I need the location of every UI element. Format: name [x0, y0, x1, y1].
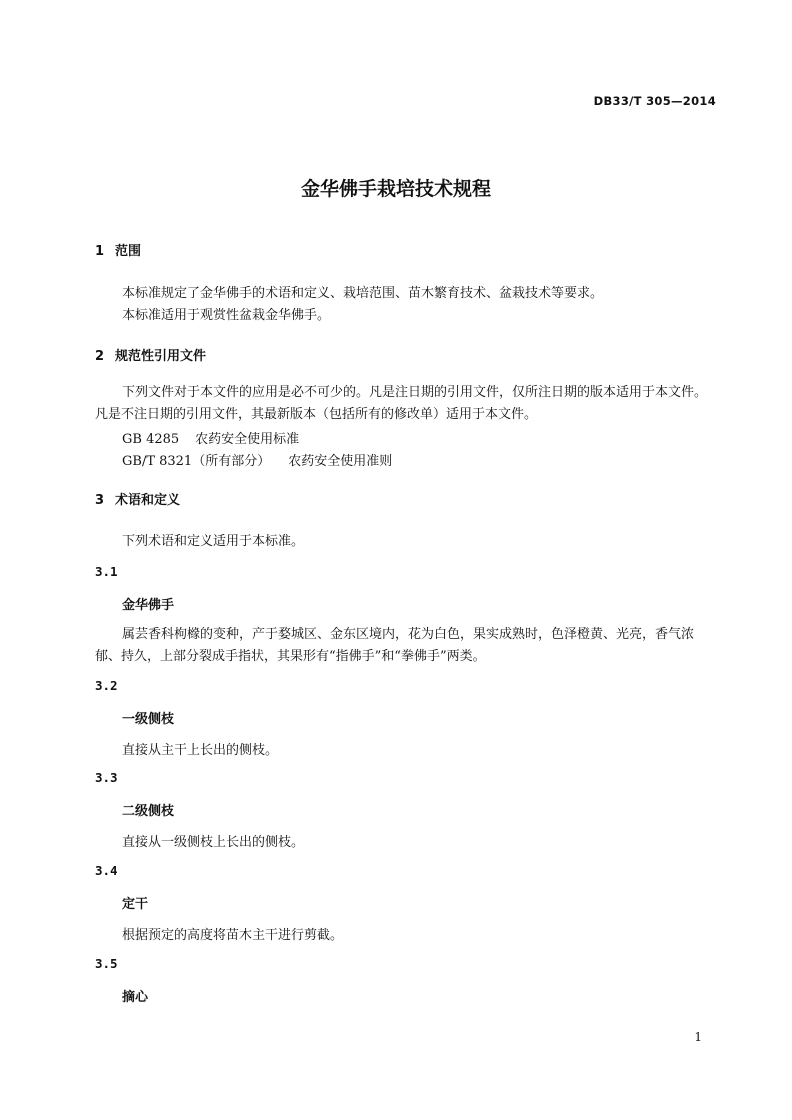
section-3-paragraph: 下列术语和定义适用于本标准。 — [122, 534, 305, 549]
section-number: 1 — [95, 244, 105, 259]
term-number: 3.1 — [95, 564, 118, 579]
term-name: 二级侧枝 — [122, 804, 175, 819]
term-number: 3.4 — [95, 863, 118, 878]
term-number: 3.2 — [95, 678, 118, 693]
section-title: 规范性引用文件 — [115, 349, 207, 364]
section-1-paragraph-2: 本标准适用于观赏性盆栽金华佛手。 — [122, 308, 331, 323]
section-3-heading — [95, 489, 180, 508]
section-2-paragraph: 下列文件对于本文件的应用是必不可少的。凡是注日期的引用文件，仅所注日期的版本适用于本文件。凡是不注日期的引用文件，其最新版本（包括所有的修改单）适用于本文件。 — [95, 385, 708, 422]
reference-item — [122, 428, 299, 447]
term-definition: 直接从主干上长出的侧枝。 — [122, 743, 279, 758]
section-1-paragraph-1: 本标准规定了金华佛手的术语和定义、栽培范围、苗木繁育技术、盆栽技术等要求。 — [122, 286, 604, 301]
section-2-heading — [95, 345, 206, 364]
reference-name: 农药安全使用标准 — [195, 432, 300, 447]
term-name: 摘心 — [122, 990, 149, 1005]
section-title: 术语和定义 — [115, 493, 181, 508]
section-1-heading — [95, 240, 141, 259]
reference-name: 农药安全使用准则 — [288, 454, 393, 469]
page-number: 1 — [694, 1030, 702, 1044]
reference-code: GB/T 8321（所有部分） — [122, 454, 271, 469]
reference-item — [122, 450, 392, 469]
document-title: 金华佛手栽培技术规程 — [300, 178, 491, 200]
term-name: 定干 — [122, 897, 149, 912]
term-name: 金华佛手 — [122, 598, 175, 613]
reference-code: GB 4285 — [122, 432, 180, 447]
term-name: 一级侧枝 — [122, 712, 175, 727]
term-definition: 根据预定的高度将苗木主干进行剪截。 — [122, 928, 344, 943]
term-definition: 直接从一级侧枝上长出的侧枝。 — [122, 835, 305, 850]
section-title: 范围 — [115, 244, 142, 259]
term-definition: 属芸香科枸橼的变种，产于婺城区、金东区境内，花为白色，果实成熟时，色泽橙黄、光亮，香气浓郁、持久，上部分裂成手指状，其果形有“指佛手”和“拳佛手”两类。 — [95, 627, 695, 664]
term-number: 3.3 — [95, 770, 118, 785]
section-number: 3 — [95, 493, 105, 508]
section-number: 2 — [95, 349, 105, 364]
term-number: 3.5 — [95, 956, 118, 971]
document-code: DB33/T 305—2014 — [593, 94, 716, 108]
